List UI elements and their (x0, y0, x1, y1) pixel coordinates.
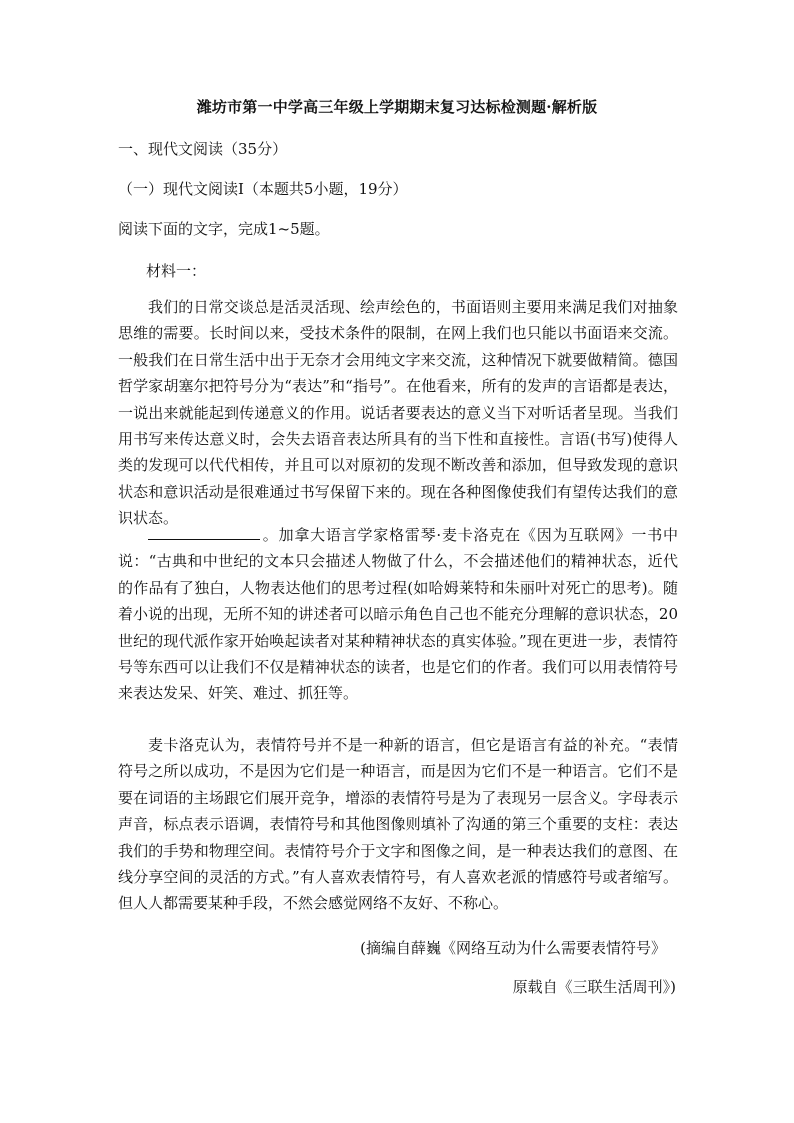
paragraph-3: 麦卡洛克认为，表情符号并不是一种新的语言，但它是语言有益的补充。“表情符号之所以成功，不是因为它们是一种语言，而是因为它们不是一种语言。它们不是要在词语的主场跟它们展开竞争，增添的表情符号是为了表现另一层含义。字母表示声音，标点表示语调，表情符号和其他图像则填补了沟通的第三个重要的支柱：表达我们的手势和物理空间。表情符号介于文字和图像之间，是一种表达我们的意图、在线分享空间的灵活的方式。”有人喜欢表情符号，有人喜欢老派的情感符号或者缩写。但人人都需要某种手段，不然会感觉网络不友好、不称心。 (118, 736, 678, 913)
section-heading: 一、现代文阅读（35分） (118, 140, 288, 158)
source-citation: (摘编自薛巍《网络互动为什么需要表情符号》 (360, 939, 666, 957)
document-title: 潍坊市第一中学高三年级上学期期末复习达标检测题·解析版 (196, 98, 598, 116)
material-label: 材料一： (146, 262, 207, 280)
paragraph-2-text: 。加拿大语言学家格雷琴·麦卡洛克在《因为互联网》一书中说：“古典和中世纪的文本只会描述人物做了什么，不会描述他们的精神状态，近代的作品有了独白，人物表达他们的思考过程(如哈姆莱特和朱丽叶对死亡的思考)。随着小说的出现，无所不知的讲述者可以暗示角色自己也不能充分理解的意识状态，20世纪的现代派作家开始唤起读者对某种精神状态的真实体验。”现在更进一步，表情符号等东西可以让我们不仅是精神状态的读者，也是它们的作者。我们可以用表情符号来表达发呆、奸笑、难过、抓狂等。 (118, 526, 678, 703)
paragraph-1: 我们的日常交谈总是活灵活现、绘声绘色的，书面语则主要用来满足我们对抽象思维的需要。长时间以来，受技术条件的限制，在网上我们也只能以书面语来交流。一般我们在日常生活中出于无奈才会用纯文字来交流，这种情况下就要做精简。德国哲学家胡塞尔把符号分为“表达”和“指号”。在他看来，所有的发声的言语都是表达，一说出来就能起到传递意义的作用。说话者要表达的意义当下对听话者呈现。当我们用书写来传达意义时，会失去语音表达所具有的当下性和直接性。言语(书写)使得人类的发现可以代代相传，并且可以对原初的发现不断改善和添加，但导致发现的意识状态和意识活动是很难通过书写保留下来的。现在各种图像使我们有望传达我们的意识状态。 (118, 298, 678, 528)
fill-in-blank (148, 523, 260, 540)
source-original: 原载自《三联生活周刊》) (512, 978, 676, 996)
paragraph-2 (118, 522, 678, 707)
reading-instruction: 阅读下面的文字，完成1~5题。 (118, 220, 330, 238)
subsection-heading: （一）现代文阅读Ⅰ（本题共5小题，19分） (118, 180, 408, 198)
